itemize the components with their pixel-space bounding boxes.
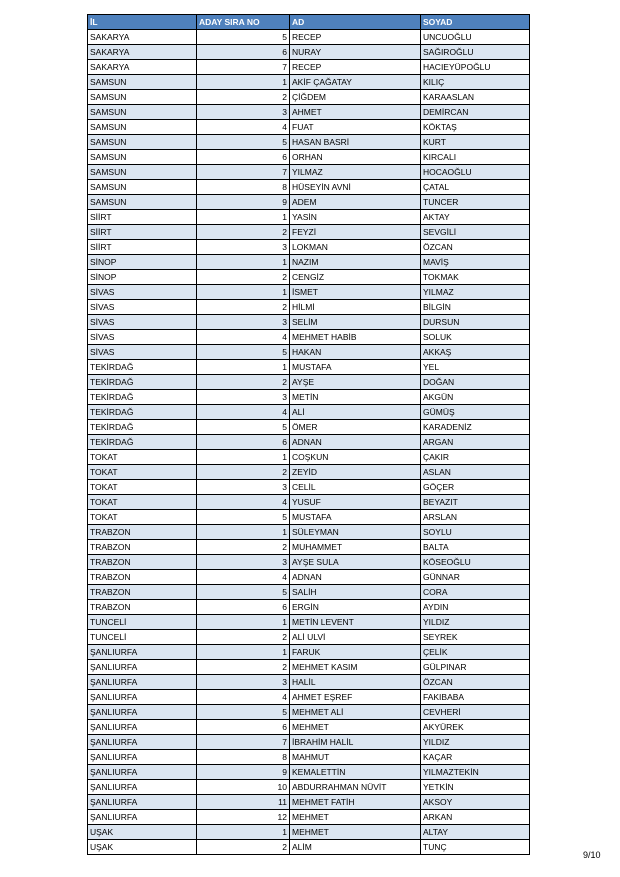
cell-aday-sira-no: 5 <box>197 705 290 720</box>
cell-ad: CENGİZ <box>290 270 421 285</box>
cell-aday-sira-no: 2 <box>197 375 290 390</box>
cell-soyad: CORA <box>421 585 530 600</box>
cell-ad: NURAY <box>290 45 421 60</box>
cell-il: SİİRT <box>88 225 197 240</box>
cell-ad: ALİ ULVİ <box>290 630 421 645</box>
cell-il: TOKAT <box>88 480 197 495</box>
cell-aday-sira-no: 4 <box>197 405 290 420</box>
cell-ad: METİN <box>290 390 421 405</box>
cell-soyad: SOYLU <box>421 525 530 540</box>
cell-aday-sira-no: 7 <box>197 165 290 180</box>
table-row <box>88 345 530 360</box>
cell-ad: HİLMİ <box>290 300 421 315</box>
cell-ad: RECEP <box>290 30 421 45</box>
cell-il: SİVAS <box>88 330 197 345</box>
table-row <box>88 570 530 585</box>
cell-soyad: TOKMAK <box>421 270 530 285</box>
table-row <box>88 540 530 555</box>
cell-aday-sira-no: 3 <box>197 315 290 330</box>
cell-ad: FEYZİ <box>290 225 421 240</box>
cell-aday-sira-no: 1 <box>197 525 290 540</box>
cell-soyad: ÇAKIR <box>421 450 530 465</box>
table-header <box>88 15 530 30</box>
cell-ad: MEHMET <box>290 810 421 825</box>
table-row <box>88 435 530 450</box>
page-number: 9/10 <box>583 850 601 860</box>
cell-il: SİİRT <box>88 240 197 255</box>
header-row <box>88 15 530 30</box>
cell-soyad: DEMİRCAN <box>421 105 530 120</box>
cell-il: SAMSUN <box>88 195 197 210</box>
table-row <box>88 255 530 270</box>
cell-aday-sira-no: 3 <box>197 105 290 120</box>
cell-soyad: GÜMÜŞ <box>421 405 530 420</box>
table-row <box>88 90 530 105</box>
table-row <box>88 825 530 840</box>
cell-il: TEKİRDAĞ <box>88 360 197 375</box>
cell-il: ŞANLIURFA <box>88 750 197 765</box>
cell-aday-sira-no: 6 <box>197 720 290 735</box>
cell-aday-sira-no: 1 <box>197 360 290 375</box>
cell-aday-sira-no: 8 <box>197 180 290 195</box>
cell-aday-sira-no: 1 <box>197 210 290 225</box>
cell-il: ŞANLIURFA <box>88 705 197 720</box>
table-row <box>88 765 530 780</box>
cell-aday-sira-no: 1 <box>197 615 290 630</box>
table-row <box>88 165 530 180</box>
cell-il: SİVAS <box>88 285 197 300</box>
cell-il: TRABZON <box>88 555 197 570</box>
cell-aday-sira-no: 5 <box>197 585 290 600</box>
cell-ad: MEHMET <box>290 720 421 735</box>
cell-aday-sira-no: 6 <box>197 150 290 165</box>
cell-il: TRABZON <box>88 585 197 600</box>
table-row <box>88 180 530 195</box>
cell-il: ŞANLIURFA <box>88 735 197 750</box>
cell-ad: ADNAN <box>290 435 421 450</box>
cell-ad: MEHMET HABİB <box>290 330 421 345</box>
cell-ad: MUHAMMET <box>290 540 421 555</box>
cell-soyad: AKTAY <box>421 210 530 225</box>
cell-il: SAMSUN <box>88 75 197 90</box>
cell-aday-sira-no: 5 <box>197 510 290 525</box>
cell-aday-sira-no: 5 <box>197 345 290 360</box>
cell-il: UŞAK <box>88 825 197 840</box>
cell-aday-sira-no: 4 <box>197 570 290 585</box>
cell-ad: COŞKUN <box>290 450 421 465</box>
cell-il: TOKAT <box>88 465 197 480</box>
table-row <box>88 465 530 480</box>
table-row <box>88 810 530 825</box>
cell-aday-sira-no: 3 <box>197 675 290 690</box>
cell-il: ŞANLIURFA <box>88 795 197 810</box>
cell-soyad: SOLUK <box>421 330 530 345</box>
cell-il: ŞANLIURFA <box>88 810 197 825</box>
cell-ad: İSMET <box>290 285 421 300</box>
table-row <box>88 360 530 375</box>
cell-il: TEKİRDAĞ <box>88 405 197 420</box>
table-row <box>88 450 530 465</box>
table-row <box>88 30 530 45</box>
table-row <box>88 585 530 600</box>
table-row <box>88 675 530 690</box>
cell-soyad: TUNÇ <box>421 840 530 855</box>
cell-soyad: ÖZCAN <box>421 240 530 255</box>
table-row <box>88 705 530 720</box>
cell-soyad: YILDIZ <box>421 615 530 630</box>
cell-aday-sira-no: 2 <box>197 90 290 105</box>
col-ad: AD <box>290 15 421 30</box>
cell-soyad: ÇATAL <box>421 180 530 195</box>
cell-aday-sira-no: 9 <box>197 765 290 780</box>
table-row <box>88 525 530 540</box>
cell-soyad: KAÇAR <box>421 750 530 765</box>
cell-aday-sira-no: 7 <box>197 735 290 750</box>
cell-aday-sira-no: 3 <box>197 480 290 495</box>
cell-ad: FUAT <box>290 120 421 135</box>
cell-aday-sira-no: 6 <box>197 45 290 60</box>
cell-ad: RECEP <box>290 60 421 75</box>
cell-soyad: SAĞIROĞLU <box>421 45 530 60</box>
cell-soyad: ÖZCAN <box>421 675 530 690</box>
cell-ad: AKİF ÇAĞATAY <box>290 75 421 90</box>
col-il: İL <box>88 15 197 30</box>
table-row <box>88 210 530 225</box>
table-row <box>88 75 530 90</box>
cell-soyad: ARSLAN <box>421 510 530 525</box>
cell-aday-sira-no: 2 <box>197 630 290 645</box>
table-row <box>88 240 530 255</box>
cell-aday-sira-no: 4 <box>197 495 290 510</box>
cell-soyad: YILMAZ <box>421 285 530 300</box>
table-row <box>88 225 530 240</box>
cell-ad: SÜLEYMAN <box>290 525 421 540</box>
cell-ad: HALİL <box>290 675 421 690</box>
cell-il: SAKARYA <box>88 30 197 45</box>
table-row <box>88 495 530 510</box>
table-row <box>88 660 530 675</box>
cell-aday-sira-no: 9 <box>197 195 290 210</box>
cell-soyad: KILIÇ <box>421 75 530 90</box>
cell-aday-sira-no: 3 <box>197 555 290 570</box>
table-row <box>88 105 530 120</box>
table-row <box>88 135 530 150</box>
candidate-table <box>87 14 530 855</box>
table-row <box>88 555 530 570</box>
cell-soyad: YILMAZTEKİN <box>421 765 530 780</box>
cell-il: SAMSUN <box>88 105 197 120</box>
cell-aday-sira-no: 2 <box>197 660 290 675</box>
cell-ad: CELİL <box>290 480 421 495</box>
cell-aday-sira-no: 2 <box>197 300 290 315</box>
cell-aday-sira-no: 8 <box>197 750 290 765</box>
cell-soyad: CEVHERİ <box>421 705 530 720</box>
table-row <box>88 195 530 210</box>
table-row <box>88 720 530 735</box>
table-row <box>88 510 530 525</box>
table-row <box>88 645 530 660</box>
cell-ad: KEMALETTİN <box>290 765 421 780</box>
cell-il: TOKAT <box>88 495 197 510</box>
cell-aday-sira-no: 5 <box>197 30 290 45</box>
table-row <box>88 375 530 390</box>
cell-il: SAMSUN <box>88 180 197 195</box>
cell-aday-sira-no: 6 <box>197 600 290 615</box>
cell-aday-sira-no: 10 <box>197 780 290 795</box>
cell-ad: HÜSEYİN AVNİ <box>290 180 421 195</box>
cell-ad: ADNAN <box>290 570 421 585</box>
cell-il: ŞANLIURFA <box>88 780 197 795</box>
cell-soyad: BİLGİN <box>421 300 530 315</box>
cell-ad: ALİM <box>290 840 421 855</box>
cell-il: ŞANLIURFA <box>88 660 197 675</box>
cell-il: ŞANLIURFA <box>88 720 197 735</box>
table-row <box>88 390 530 405</box>
cell-aday-sira-no: 2 <box>197 840 290 855</box>
cell-soyad: YETKİN <box>421 780 530 795</box>
cell-il: TRABZON <box>88 570 197 585</box>
cell-ad: YUSUF <box>290 495 421 510</box>
cell-soyad: SEVGİLİ <box>421 225 530 240</box>
cell-ad: ORHAN <box>290 150 421 165</box>
cell-aday-sira-no: 1 <box>197 285 290 300</box>
cell-ad: AHMET EŞREF <box>290 690 421 705</box>
cell-il: SAMSUN <box>88 135 197 150</box>
cell-ad: ADEM <box>290 195 421 210</box>
cell-ad: SELİM <box>290 315 421 330</box>
cell-ad: YASİN <box>290 210 421 225</box>
cell-il: TUNCELİ <box>88 630 197 645</box>
cell-aday-sira-no: 1 <box>197 255 290 270</box>
cell-il: SİNOP <box>88 270 197 285</box>
cell-soyad: HOCAOĞLU <box>421 165 530 180</box>
cell-aday-sira-no: 5 <box>197 135 290 150</box>
cell-soyad: KÖKTAŞ <box>421 120 530 135</box>
cell-ad: HAKAN <box>290 345 421 360</box>
cell-il: SAMSUN <box>88 90 197 105</box>
cell-il: TUNCELİ <box>88 615 197 630</box>
cell-soyad: HACIEYÜPOĞLU <box>421 60 530 75</box>
cell-aday-sira-no: 1 <box>197 645 290 660</box>
table-row <box>88 750 530 765</box>
cell-il: TOKAT <box>88 450 197 465</box>
cell-soyad: KÖSEOĞLU <box>421 555 530 570</box>
cell-ad: HASAN BASRİ <box>290 135 421 150</box>
cell-il: SAKARYA <box>88 60 197 75</box>
cell-il: TRABZON <box>88 600 197 615</box>
cell-ad: MEHMET ALİ <box>290 705 421 720</box>
cell-soyad: KIRCALI <box>421 150 530 165</box>
cell-ad: METİN LEVENT <box>290 615 421 630</box>
cell-aday-sira-no: 1 <box>197 825 290 840</box>
table-row <box>88 150 530 165</box>
cell-aday-sira-no: 4 <box>197 690 290 705</box>
cell-il: TRABZON <box>88 525 197 540</box>
table-row <box>88 735 530 750</box>
cell-aday-sira-no: 3 <box>197 240 290 255</box>
cell-soyad: FAKIBABA <box>421 690 530 705</box>
cell-il: TEKİRDAĞ <box>88 420 197 435</box>
cell-aday-sira-no: 2 <box>197 225 290 240</box>
cell-aday-sira-no: 1 <box>197 75 290 90</box>
cell-soyad: DOĞAN <box>421 375 530 390</box>
cell-ad: MEHMET FATİH <box>290 795 421 810</box>
table-row <box>88 300 530 315</box>
cell-il: SİVAS <box>88 345 197 360</box>
table-row <box>88 780 530 795</box>
cell-il: SİNOP <box>88 255 197 270</box>
cell-il: ŞANLIURFA <box>88 645 197 660</box>
cell-ad: AYŞE SULA <box>290 555 421 570</box>
cell-ad: MEHMET KASIM <box>290 660 421 675</box>
cell-il: ŞANLIURFA <box>88 675 197 690</box>
cell-il: TEKİRDAĞ <box>88 390 197 405</box>
cell-il: SİVAS <box>88 315 197 330</box>
table-row <box>88 420 530 435</box>
cell-ad: ZEYİD <box>290 465 421 480</box>
cell-ad: ERGİN <box>290 600 421 615</box>
cell-il: SİVAS <box>88 300 197 315</box>
table-row <box>88 120 530 135</box>
table-row <box>88 405 530 420</box>
cell-soyad: ALTAY <box>421 825 530 840</box>
cell-aday-sira-no: 6 <box>197 435 290 450</box>
cell-il: ŞANLIURFA <box>88 690 197 705</box>
cell-ad: ABDURRAHMAN NÜVİT <box>290 780 421 795</box>
cell-soyad: AYDIN <box>421 600 530 615</box>
table-row <box>88 270 530 285</box>
cell-ad: AHMET <box>290 105 421 120</box>
cell-soyad: SEYREK <box>421 630 530 645</box>
cell-il: TRABZON <box>88 540 197 555</box>
table-row <box>88 840 530 855</box>
cell-aday-sira-no: 4 <box>197 120 290 135</box>
cell-ad: AYŞE <box>290 375 421 390</box>
table-row <box>88 60 530 75</box>
cell-il: TEKİRDAĞ <box>88 375 197 390</box>
cell-soyad: BALTA <box>421 540 530 555</box>
cell-aday-sira-no: 1 <box>197 450 290 465</box>
cell-ad: ÇİĞDEM <box>290 90 421 105</box>
col-aday-sira-no: ADAY SIRA NO <box>197 15 290 30</box>
cell-aday-sira-no: 5 <box>197 420 290 435</box>
cell-soyad: TUNCER <box>421 195 530 210</box>
cell-soyad: YEL <box>421 360 530 375</box>
cell-ad: YILMAZ <box>290 165 421 180</box>
cell-soyad: GÖÇER <box>421 480 530 495</box>
cell-soyad: ARGAN <box>421 435 530 450</box>
cell-soyad: AKSOY <box>421 795 530 810</box>
cell-aday-sira-no: 2 <box>197 540 290 555</box>
cell-il: SAKARYA <box>88 45 197 60</box>
cell-soyad: BEYAZIT <box>421 495 530 510</box>
table-row <box>88 315 530 330</box>
cell-aday-sira-no: 2 <box>197 465 290 480</box>
cell-soyad: GÜNNAR <box>421 570 530 585</box>
cell-aday-sira-no: 7 <box>197 60 290 75</box>
cell-il: SAMSUN <box>88 120 197 135</box>
table-row <box>88 285 530 300</box>
cell-soyad: AKKAŞ <box>421 345 530 360</box>
cell-soyad: MAVİŞ <box>421 255 530 270</box>
cell-soyad: KURT <box>421 135 530 150</box>
table-row <box>88 330 530 345</box>
cell-ad: ALİ <box>290 405 421 420</box>
table-row <box>88 690 530 705</box>
cell-aday-sira-no: 2 <box>197 270 290 285</box>
cell-soyad: YILDIZ <box>421 735 530 750</box>
cell-il: UŞAK <box>88 840 197 855</box>
cell-ad: MUSTAFA <box>290 360 421 375</box>
cell-ad: FARUK <box>290 645 421 660</box>
cell-soyad: KARAASLAN <box>421 90 530 105</box>
cell-ad: NAZIM <box>290 255 421 270</box>
cell-soyad: AKGÜN <box>421 390 530 405</box>
table-row <box>88 45 530 60</box>
cell-soyad: UNCUOĞLU <box>421 30 530 45</box>
cell-il: TEKİRDAĞ <box>88 435 197 450</box>
cell-ad: SALİH <box>290 585 421 600</box>
cell-soyad: ARKAN <box>421 810 530 825</box>
cell-aday-sira-no: 4 <box>197 330 290 345</box>
table-body <box>88 30 530 855</box>
cell-ad: MUSTAFA <box>290 510 421 525</box>
cell-il: ŞANLIURFA <box>88 765 197 780</box>
table-row <box>88 615 530 630</box>
cell-soyad: KARADENİZ <box>421 420 530 435</box>
table-row <box>88 795 530 810</box>
cell-il: TOKAT <box>88 510 197 525</box>
cell-ad: MAHMUT <box>290 750 421 765</box>
cell-soyad: GÜLPINAR <box>421 660 530 675</box>
cell-ad: LOKMAN <box>290 240 421 255</box>
table-row <box>88 600 530 615</box>
col-soyad: SOYAD <box>421 15 530 30</box>
cell-ad: ÖMER <box>290 420 421 435</box>
cell-il: SAMSUN <box>88 165 197 180</box>
cell-ad: MEHMET <box>290 825 421 840</box>
cell-ad: İBRAHİM HALİL <box>290 735 421 750</box>
cell-soyad: ASLAN <box>421 465 530 480</box>
cell-soyad: DURSUN <box>421 315 530 330</box>
cell-soyad: ÇELİK <box>421 645 530 660</box>
cell-soyad: AKYÜREK <box>421 720 530 735</box>
table-row <box>88 630 530 645</box>
cell-aday-sira-no: 11 <box>197 795 290 810</box>
cell-il: SİİRT <box>88 210 197 225</box>
cell-il: SAMSUN <box>88 150 197 165</box>
cell-aday-sira-no: 12 <box>197 810 290 825</box>
table-row <box>88 480 530 495</box>
cell-aday-sira-no: 3 <box>197 390 290 405</box>
